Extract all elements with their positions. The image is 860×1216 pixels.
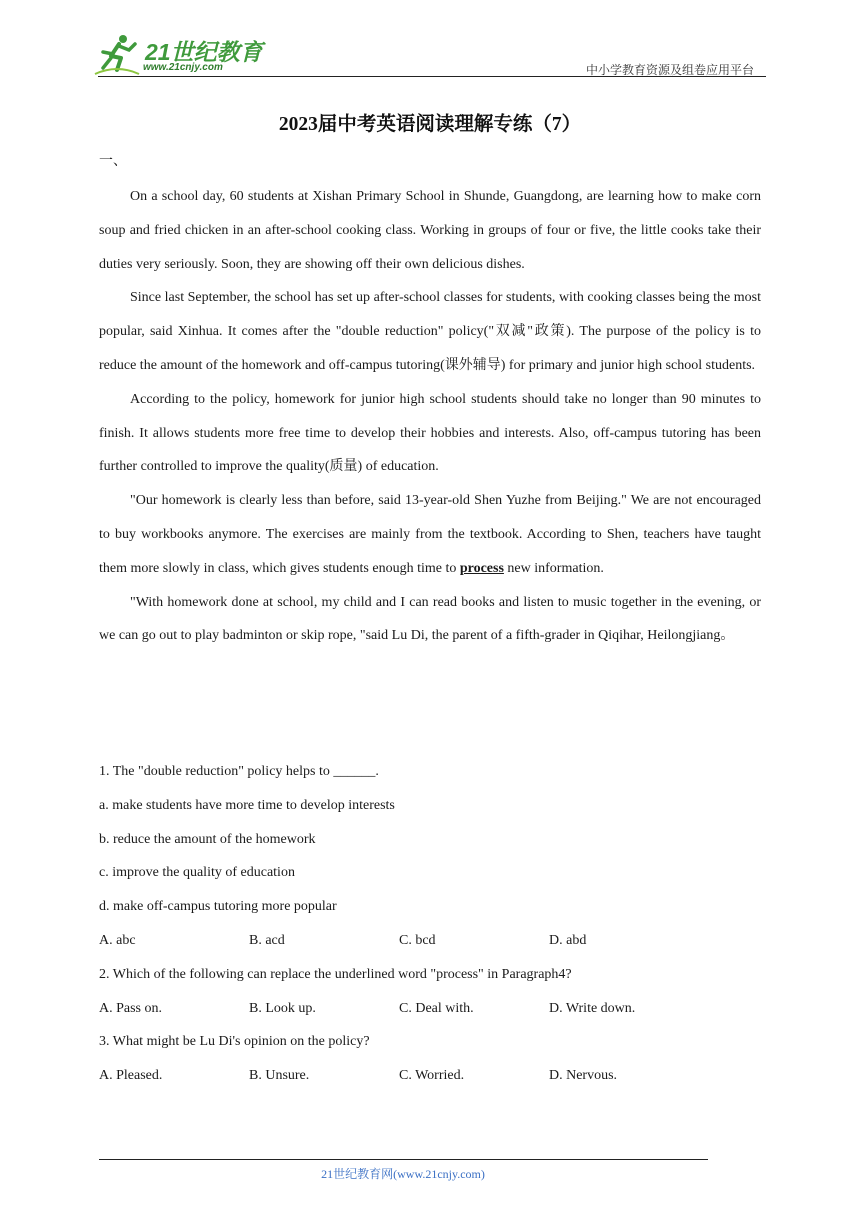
logo-text: 21世纪教育 bbox=[145, 39, 263, 65]
underlined-word: process bbox=[459, 560, 504, 576]
question-2-option-c[interactable]: C. Deal with. bbox=[399, 1000, 474, 1016]
question-3-option-b[interactable]: B. Unsure. bbox=[249, 1068, 310, 1084]
question-3-option-a[interactable]: A. Pleased. bbox=[99, 1068, 163, 1084]
question-1-option-a[interactable]: A. abc bbox=[99, 932, 136, 948]
paragraph-4-text-before: "Our homework is clearly less than before, said 13-year-old Shen Yuzhe from Beijing." We are not encouraged to buy workbooks anymore. The exercises are mainly from the textbook. According to Shen, teachers have taught them more slowly in class, which gives students enough time to bbox=[99, 493, 761, 576]
section-label: 一、 bbox=[99, 154, 127, 169]
question-1-item-d: d. make off-campus tutoring more popular bbox=[99, 899, 337, 915]
reading-passage bbox=[99, 180, 761, 653]
question-1-item-a: a. make students have more time to develop interests bbox=[99, 797, 395, 813]
paragraph-2: Since last September, the school has set up after-school classes for students, with cooking classes being the most popular, said Xinhua. It comes after the "double reduction" policy("双减"政策). The purpose of the policy is to reduce the amount of the homework and off-campus tutoring(课外辅导) for primary and junior high school students. bbox=[99, 290, 761, 373]
page-header bbox=[0, 0, 860, 80]
question-1-option-c[interactable]: C. bcd bbox=[399, 932, 436, 948]
paragraph-5: "With homework done at school, my child and I can read books and listen to music together in the evening, or we can go out to play badminton or skip rope, "said Lu Di, the parent of a fifth-grader in Qiqihar, Heilongjiang。 bbox=[99, 594, 761, 644]
page-title: 2023届中考英语阅读理解专练（7） bbox=[278, 114, 582, 135]
question-1-options bbox=[99, 924, 761, 958]
site-logo[interactable] bbox=[93, 34, 263, 78]
header-platform-text: 中小学教育资源及组卷应用平台 bbox=[585, 63, 754, 77]
footer-divider bbox=[99, 1159, 708, 1160]
header-divider bbox=[98, 76, 766, 77]
question-list bbox=[99, 755, 761, 1093]
question-1-item-c: c. improve the quality of education bbox=[99, 865, 295, 881]
logo-url: www.21cnjy.com bbox=[143, 62, 223, 73]
question-3-option-c[interactable]: C. Worried. bbox=[399, 1068, 465, 1084]
question-1-option-b[interactable]: B. acd bbox=[249, 932, 285, 948]
question-3-stem: 3. What might be Lu Di's opinion on the policy? bbox=[99, 1034, 370, 1050]
question-2-option-b[interactable]: B. Look up. bbox=[249, 1000, 316, 1016]
runner-logo-icon bbox=[93, 34, 141, 78]
paragraph-3: According to the policy, homework for junior high school students should take no longer than 90 minutes to finish. It allows students more free time to develop their hobbies and interests. Also, off-campus tutoring has been further controlled to improve the quality(质量) of education. bbox=[99, 391, 761, 475]
paragraph-4 bbox=[99, 484, 761, 585]
footer-link[interactable]: 21世纪教育网(www.21cnjy.com) bbox=[321, 1167, 485, 1181]
paragraph-4-text-after: new information. bbox=[503, 560, 604, 576]
question-2-option-a[interactable]: A. Pass on. bbox=[99, 1000, 163, 1016]
question-2-options bbox=[99, 992, 761, 1026]
question-1-option-d[interactable]: D. abd bbox=[549, 932, 587, 948]
question-1-stem: 1. The "double reduction" policy helps to ______. bbox=[99, 764, 379, 779]
question-3-options bbox=[99, 1059, 761, 1093]
paragraph-1: On a school day, 60 students at Xishan Primary School in Shunde, Guangdong, are learning how to make corn soup and fried chicken in an after-school cooking class. Working in groups of four or five, the little cooks take their duties very seriously. Soon, they are showing off their own delicious dishes. bbox=[99, 189, 761, 272]
question-2-stem: 2. Which of the following can replace the underlined word "process" in Paragraph4? bbox=[99, 966, 572, 982]
question-1-item-b: b. reduce the amount of the homework bbox=[99, 831, 316, 847]
question-3-option-d[interactable]: D. Nervous. bbox=[549, 1068, 618, 1084]
question-2-option-d[interactable]: D. Write down. bbox=[549, 1000, 636, 1016]
